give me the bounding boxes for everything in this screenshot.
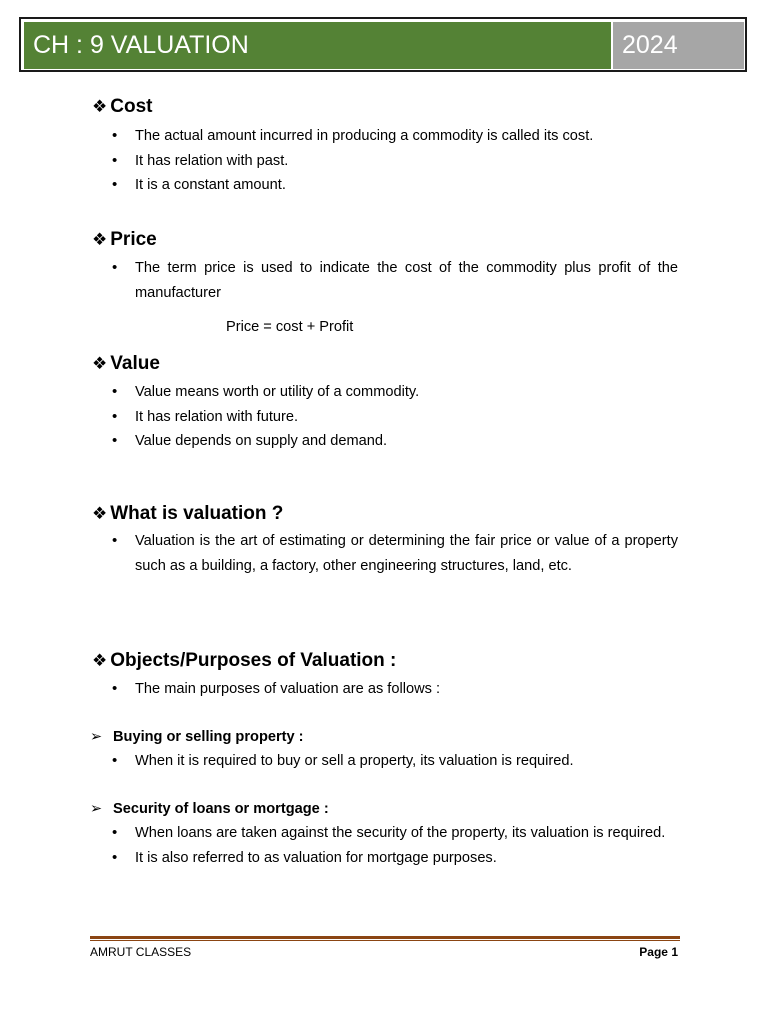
heading-objects-text: Objects/Purposes of Valuation :	[110, 650, 397, 671]
objects-list	[112, 677, 678, 702]
price-list	[112, 256, 678, 305]
arrow-bullet-icon: ➢	[90, 729, 103, 745]
footer-rule-thin	[90, 940, 680, 941]
list-item: • The main purposes of valuation are as follows :	[112, 677, 678, 702]
page-header	[19, 17, 747, 72]
heading-what-is-valuation	[92, 502, 283, 526]
list-item: • It has relation with future.	[112, 405, 678, 430]
subheading-buying	[90, 726, 304, 748]
header-year: 2024	[613, 22, 744, 69]
list-item: • When loans are taken against the security of the property, its valuation is required.	[112, 821, 678, 846]
diamond-bullet-icon: ❖	[92, 97, 108, 116]
arrow-bullet-icon: ➢	[90, 801, 103, 817]
subheading-buying-text: Buying or selling property :	[113, 729, 304, 745]
list-item: • Value means worth or utility of a commodity.	[112, 380, 678, 405]
buying-list	[112, 749, 678, 774]
heading-cost-text: Cost	[110, 96, 153, 117]
list-item: • Valuation is the art of estimating or determining the fair price or value of a property such as a building, a factory, other engineering structures, land, etc.	[112, 529, 678, 578]
heading-value-text: Value	[110, 353, 160, 374]
list-item: • The actual amount incurred in producing a commodity is called its cost.	[112, 124, 678, 149]
list-item: • It is also referred to as valuation for mortgage purposes.	[112, 846, 678, 871]
heading-price-text: Price	[110, 229, 157, 250]
diamond-bullet-icon: ❖	[92, 504, 108, 523]
list-item: • Value depends on supply and demand.	[112, 429, 678, 454]
subheading-security-text: Security of loans or mortgage :	[113, 801, 329, 817]
cost-list	[112, 124, 678, 198]
subheading-security	[90, 798, 329, 820]
list-item: • It is a constant amount.	[112, 173, 678, 198]
heading-value	[92, 352, 160, 376]
list-item: • The term price is used to indicate the cost of the commodity plus profit of the manufacturer	[112, 256, 678, 305]
what-is-valuation-list	[112, 529, 678, 578]
heading-objects	[92, 649, 396, 673]
page-number: Page 1	[639, 945, 678, 959]
diamond-bullet-icon: ❖	[92, 230, 108, 249]
diamond-bullet-icon: ❖	[92, 354, 108, 373]
footer-rule	[90, 936, 680, 939]
heading-what-is-valuation-text: What is valuation ?	[110, 503, 284, 524]
list-item: • When it is required to buy or sell a property, its valuation is required.	[112, 749, 678, 774]
footer-brand: AMRUT CLASSES	[90, 945, 192, 959]
heading-cost	[92, 95, 152, 119]
diamond-bullet-icon: ❖	[92, 651, 108, 670]
value-list	[112, 380, 678, 454]
price-formula: Price = cost + Profit	[226, 319, 354, 335]
security-list	[112, 821, 678, 870]
list-item: • It has relation with past.	[112, 149, 678, 174]
chapter-title: CH : 9 VALUATION	[24, 22, 611, 69]
heading-price	[92, 228, 157, 252]
